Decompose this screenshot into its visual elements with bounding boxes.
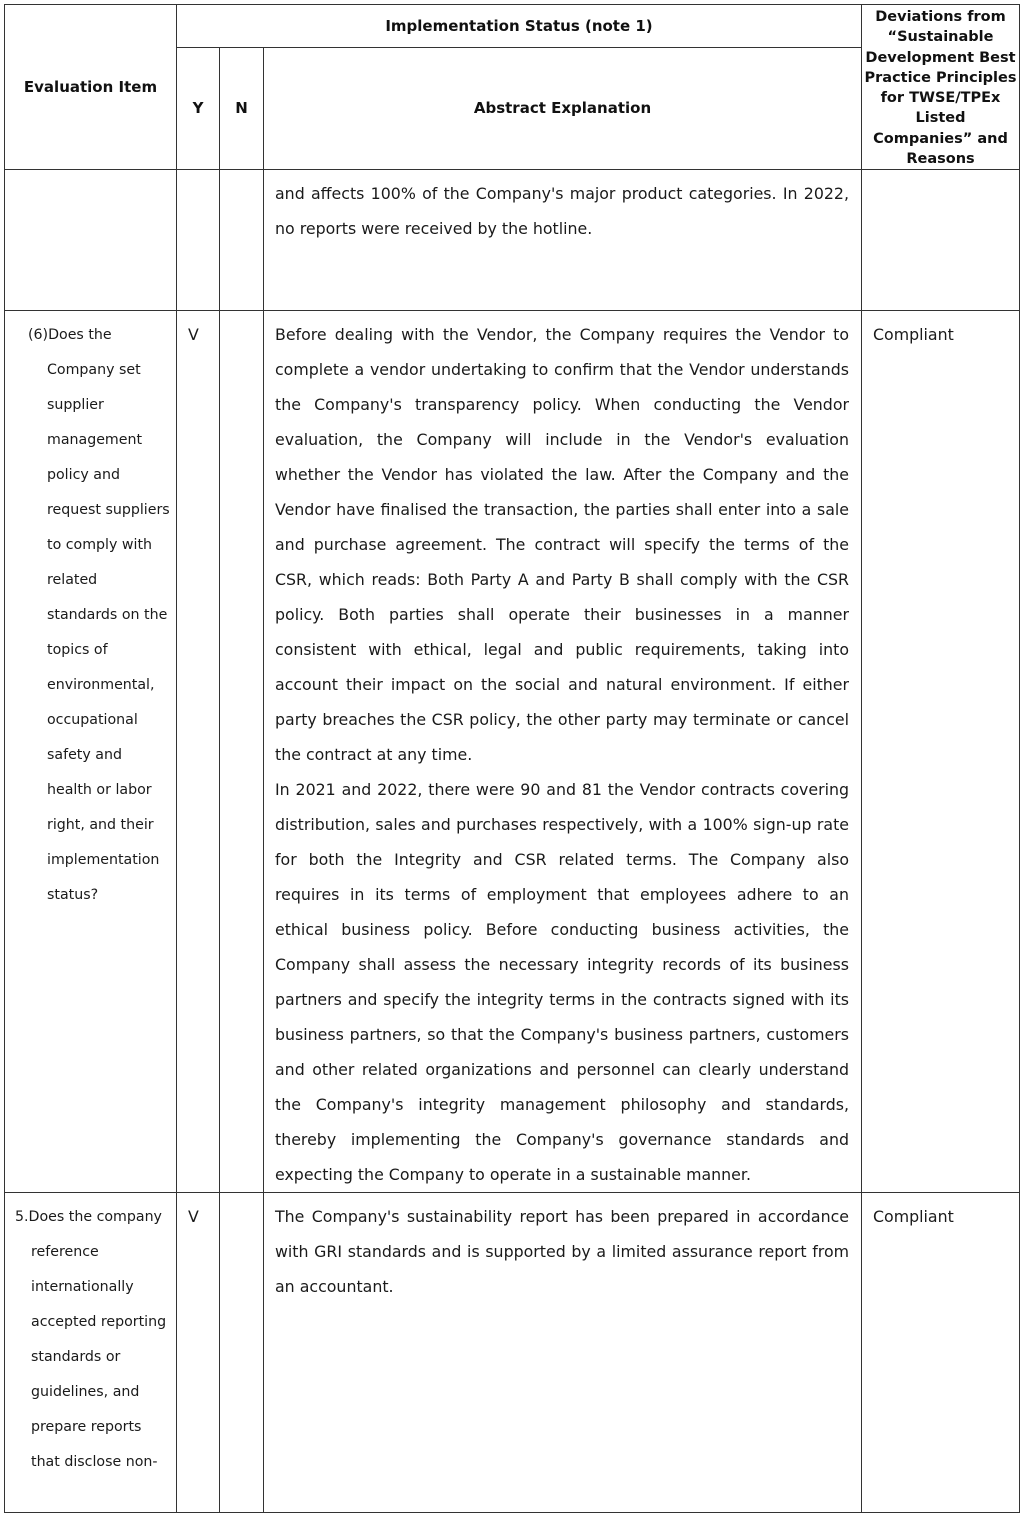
explanation-paragraph: Before dealing with the Vendor, the Company requires the Vendor to complete a vendor undertaking to confirm that the Vendor understands the Company's transparency policy. When conducting the Vendor evaluation, the Company will include in the Vendor's evaluation whether the Vendor has violated the law. After the Company and the Vendor have finalised the transaction, the parties shall enter into a sale and purchase agreement. The contract will specify the terms of the CSR, which reads: Both Party A and Party B shall comply with the CSR policy. Both parties shall operate their businesses in a manner consistent with ethical, legal and public requirements, taking into account their impact on the social and natural environment. If either party breaches the CSR policy, the other party may terminate or cancel the contract at any time.: [275, 325, 849, 765]
table-row: [5, 1193, 1020, 1513]
n-header: N: [220, 47, 264, 170]
table-row: [5, 311, 1020, 1193]
evaluation-item-text: reference internationally accepted reporting standards or guidelines, and prepare reports that disclose non-: [31, 1244, 167, 1471]
deviations-header: Deviations from “Sustainable Development Best Practice Principles for TWSE/TPEx Listed Companies” and Reasons: [862, 5, 1020, 170]
evaluation-item-cell: [5, 311, 177, 1193]
explanation-cell: [264, 311, 862, 1193]
deviation-cell: Compliant: [862, 311, 1020, 1193]
table-row: [5, 170, 1020, 311]
n-cell: [220, 170, 264, 311]
evaluation-item-cell: [5, 1193, 177, 1513]
explanation-text: and affects 100% of the Company's major product categories. In 2022, no reports were received by the hotline.: [275, 184, 849, 239]
evaluation-item-text: Company set supplier management policy and request suppliers to comply with related standards on the topics of environmental, occupational safety and health or labor right, and their implementation status?: [47, 362, 170, 904]
y-cell: [177, 170, 220, 311]
evaluation-item-cell: [5, 170, 177, 311]
evaluation-item-number: 5.Does the company: [15, 1209, 162, 1226]
explanation-cell: [264, 1193, 862, 1513]
n-cell: [220, 311, 264, 1193]
y-header: Y: [177, 47, 220, 170]
evaluation-item-number: (6)Does the: [28, 327, 112, 344]
explanation-text: The Company's sustainability report has been prepared in accordance with GRI standards and is supported by a limited assurance report from an accountant.: [275, 1207, 849, 1297]
abstract-explanation-header: Abstract Explanation: [264, 47, 862, 170]
evaluation-item-header: Evaluation Item: [5, 5, 177, 170]
n-cell: [220, 1193, 264, 1513]
implementation-status-header: Implementation Status (note 1): [177, 5, 862, 48]
explanation-cell: [264, 170, 862, 311]
y-cell: V: [177, 311, 220, 1193]
sustainability-evaluation-table: [4, 4, 1020, 1513]
y-cell: V: [177, 1193, 220, 1513]
explanation-paragraph: In 2021 and 2022, there were 90 and 81 the Vendor contracts covering distribution, sales and purchases respectively, with a 100% sign-up rate for both the Integrity and CSR related terms. The Company also requires in its terms of employment that employees adhere to an ethical business policy. Before conducting business activities, the Company shall assess the necessary integrity records of its business partners and specify the integrity terms in the contracts signed with its business partners, so that the Company's business partners, customers and other related organizations and personnel can clearly understand the Company's integrity management philosophy and standards, thereby implementing the Company's governance standards and expecting the Company to operate in a sustainable manner.: [275, 780, 849, 1185]
deviation-cell: Compliant: [862, 1193, 1020, 1513]
deviation-cell: [862, 170, 1020, 311]
